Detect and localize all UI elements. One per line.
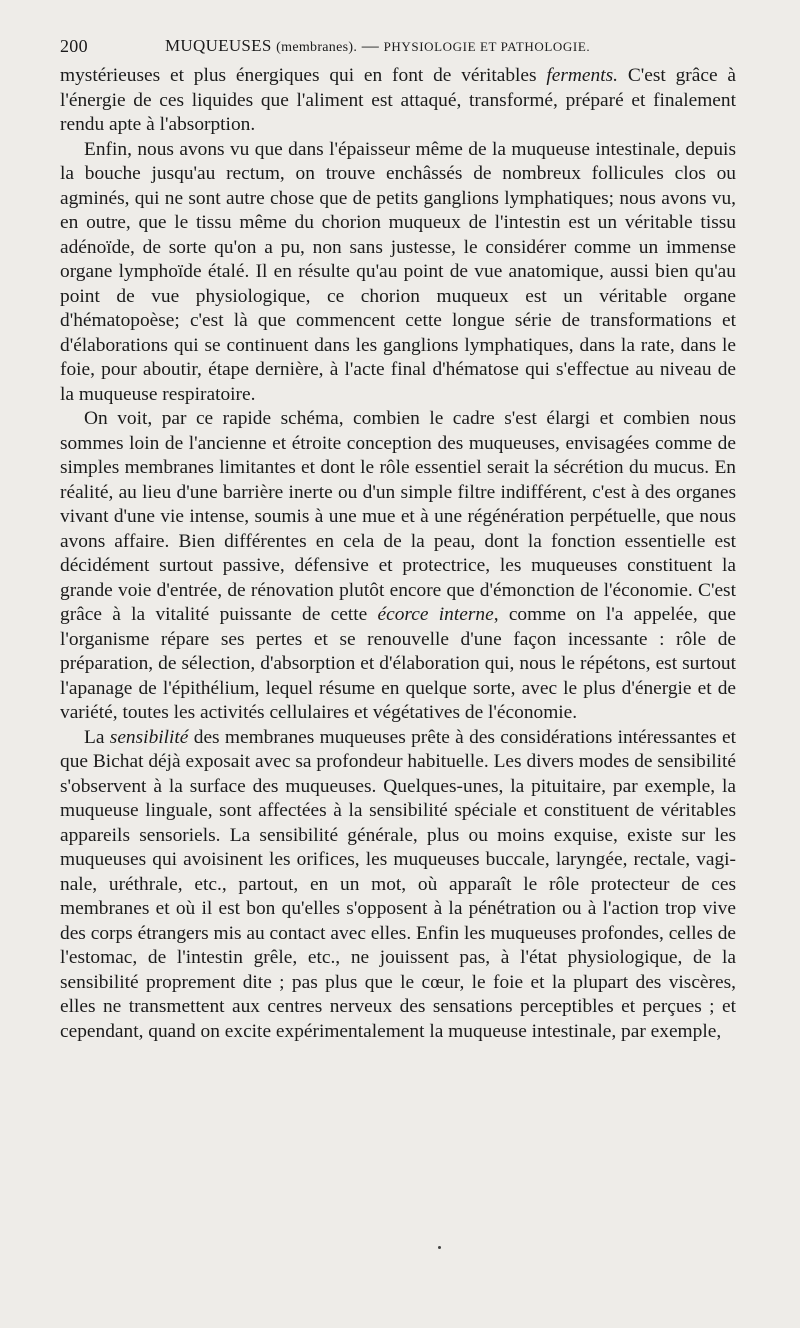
text-segment: des membranes muqueuses prête à des considérations intéressantes et que Bichat déjà exposait avec sa profondeur habituelle. Les divers modes de sensibilité s'observent à la surface des muqueuses. Quelques-unes, la pituitaire, par exemple, la muqueuse linguale, sont affectées à la sensibilité spéciale et constituent de véritables appareils sensoriels. La sensibilité générale, plus ou moins exquise, existe sur les muqueuses qui avoisinent les orifices, les muqueuses buccale, laryngée, rectale, vaginale, uréthrale, etc., partout, en un mot, où apparaît le rôle protecteur de ces membranes et où il est bon qu'elles s'opposent à la pénétration ou à l'action trop vive des corps étrangers mis au contact avec elles. Enfin les muqueuses profondes, celles de l'estomac, de l'intestin grêle, etc., ne jouissent pas, à l'état physiologique, de la sensibilité proprement dite ; pas plus que le cœur, le foie et la plupart des viscères, elles ne transmettent aux centres nerveux des sensations perceptibles et perçues ; et cependant, quand on excite expérimentalement la muqueuse intestinale, par exemple, [60, 726, 736, 1042]
text-segment: Enfin, nous avons vu que dans l'épaisseur même de la muqueuse intestinale, depuis la bouche jusqu'au rectum, on trouve enchâssés de nombreux follicules clos ou agminés, qui ne sont autre chose que de petits ganglions lymphatiques; nous avons vu, en outre, que le tissu même du chorion muqueux de l'intestin est un véritable tissu adénoïde, de sorte qu'on a pu, non sans justesse, le considérer comme un immense organe lymphoïde étalé. Il en résulte qu'au point de vue anatomique, aussi bien qu'au point de vue physiologique, ce chorion muqueux est un véritable organe d'hématopoèse; c'est là que commencent cette longue série de transformations et d'élaborations qui se continuent dans les ganglions lymphatiques, dans la rate, dans le foie, pour aboutir, étape dernière, à l'acte final d'hématose qui s'effectue au niveau de la muqueuse respiratoire. [60, 138, 736, 405]
stray-dot-mark [438, 1246, 441, 1249]
text-segment: La [84, 726, 110, 748]
paragraph [60, 138, 736, 408]
paragraph [60, 407, 736, 726]
text-segment: mystérieuses et plus énergiques qui en font de véritables [60, 65, 547, 86]
running-title-dash: — [361, 36, 380, 55]
running-title [165, 36, 590, 56]
italic-text-segment: sensibilité [109, 726, 189, 748]
paragraph [60, 726, 736, 1045]
italic-text-segment: écorce interne [377, 604, 494, 625]
paragraph [60, 64, 736, 138]
text-segment: C'est grâce à l'énergie de ces liquides que l'aliment est attaqué, transformé, préparé et finalement rendu apte à l'absorption. [60, 65, 736, 135]
page-number: 200 [60, 36, 88, 56]
body-text [60, 64, 736, 1044]
italic-text-segment: ferments. [546, 65, 619, 86]
text-segment: , comme on l'a appelée, que l'organisme répare ses pertes et se renouvelle d'une façon incessante : rôle de préparation, de sélection, d'absorption et d'élaboration qui, nous le répétons, est surtout l'apanage de l'épithélium, lequel résume en quelque sorte, avec le plus d'énergie et de variété, toutes les activités cellulaires et végétatives de l'économie. [60, 604, 736, 723]
text-segment: On voit, par ce rapide schéma, combien le cadre s'est élargi et combien nous sommes loin de l'ancienne et étroite conception des muqueuses, envisagées comme de simples membranes limitantes et dont le rôle essentiel serait la sécrétion du mucus. En réalité, au lieu d'une barrière inerte ou d'un simple filtre indifférent, c'est à des organes vivant d'une vie intense, soumis à une mue et à une régénération perpétuelle, que nous avons affaire. Bien différentes en cela de la peau, dont la fonction essentielle est décidément surtout passive, défensive et protectrice, les muqueuses constituent la grande voie d'entrée, de rénovation plutôt encore que d'émonction de l'économie. C'est grâce à la vitalité puissante de cette [60, 408, 736, 625]
running-title-sub: PHYSIOLOGIE ET PATHOLOGIE. [383, 39, 591, 54]
running-title-main: MUQUEUSES [165, 36, 272, 55]
running-head [60, 36, 740, 58]
running-title-paren: (membranes). [276, 40, 358, 55]
